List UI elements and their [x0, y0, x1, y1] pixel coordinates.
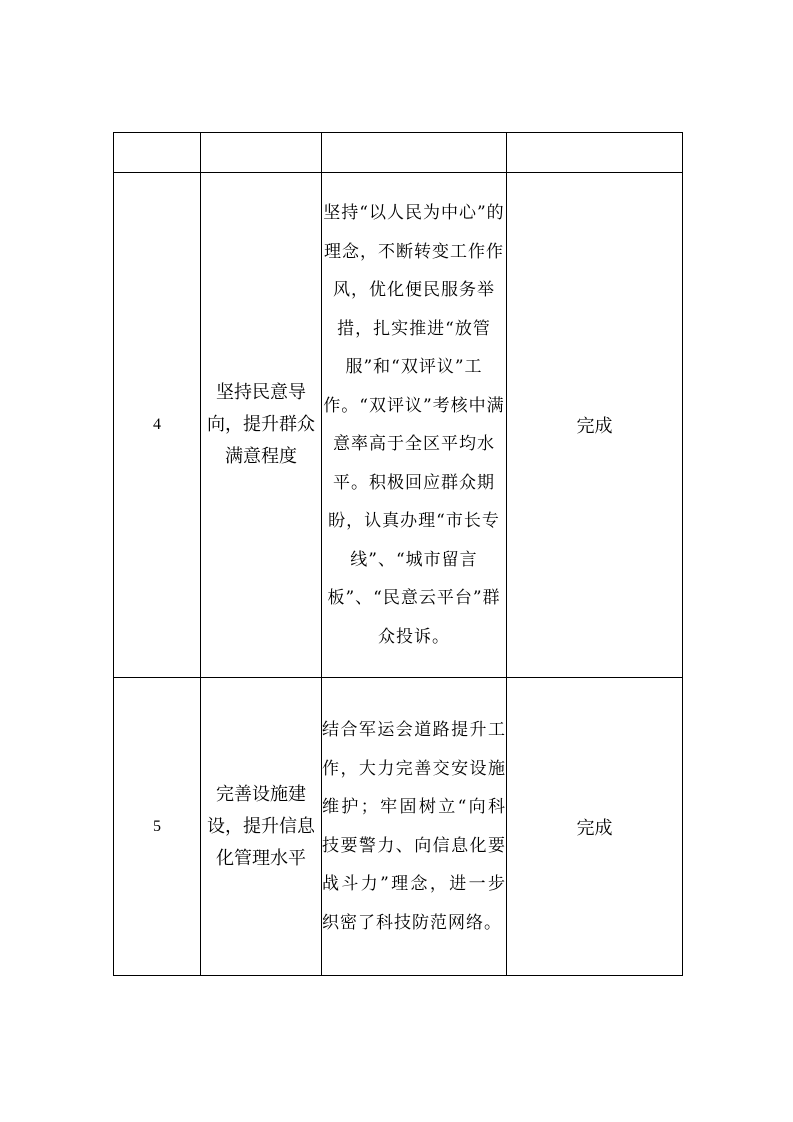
row-number: 5: [114, 678, 201, 976]
measure-content: 坚持“以人民为中心”的理念，不断转变工作作风，优化便民服务举措，扎实推进“放管服”和“双评议”工作。“双评议”考核中满意率高于全区平均水平。积极回应群众期盼，认真办理“市长专线”、“城市留言板”、“民意云平台”群众投诉。: [322, 173, 507, 678]
empty-cell: [114, 133, 201, 173]
status-cell: 完成: [507, 678, 683, 976]
table-row: [114, 678, 683, 976]
empty-cell: [507, 133, 683, 173]
measure-title: 完善设施建设，提升信息化管理水平: [201, 678, 322, 976]
table-row-blank: [114, 133, 683, 173]
status-cell: 完成: [507, 173, 683, 678]
row-number: 4: [114, 173, 201, 678]
measure-title: 坚持民意导向，提升群众满意程度: [201, 173, 322, 678]
empty-cell: [201, 133, 322, 173]
empty-cell: [322, 133, 507, 173]
work-summary-table: [113, 132, 683, 976]
table-row: [114, 173, 683, 678]
measure-content: 结合军运会道路提升工作，大力完善交安设施维护；牢固树立“向科技要警力、向信息化要战斗力”理念，进一步织密了科技防范网络。: [322, 678, 507, 976]
